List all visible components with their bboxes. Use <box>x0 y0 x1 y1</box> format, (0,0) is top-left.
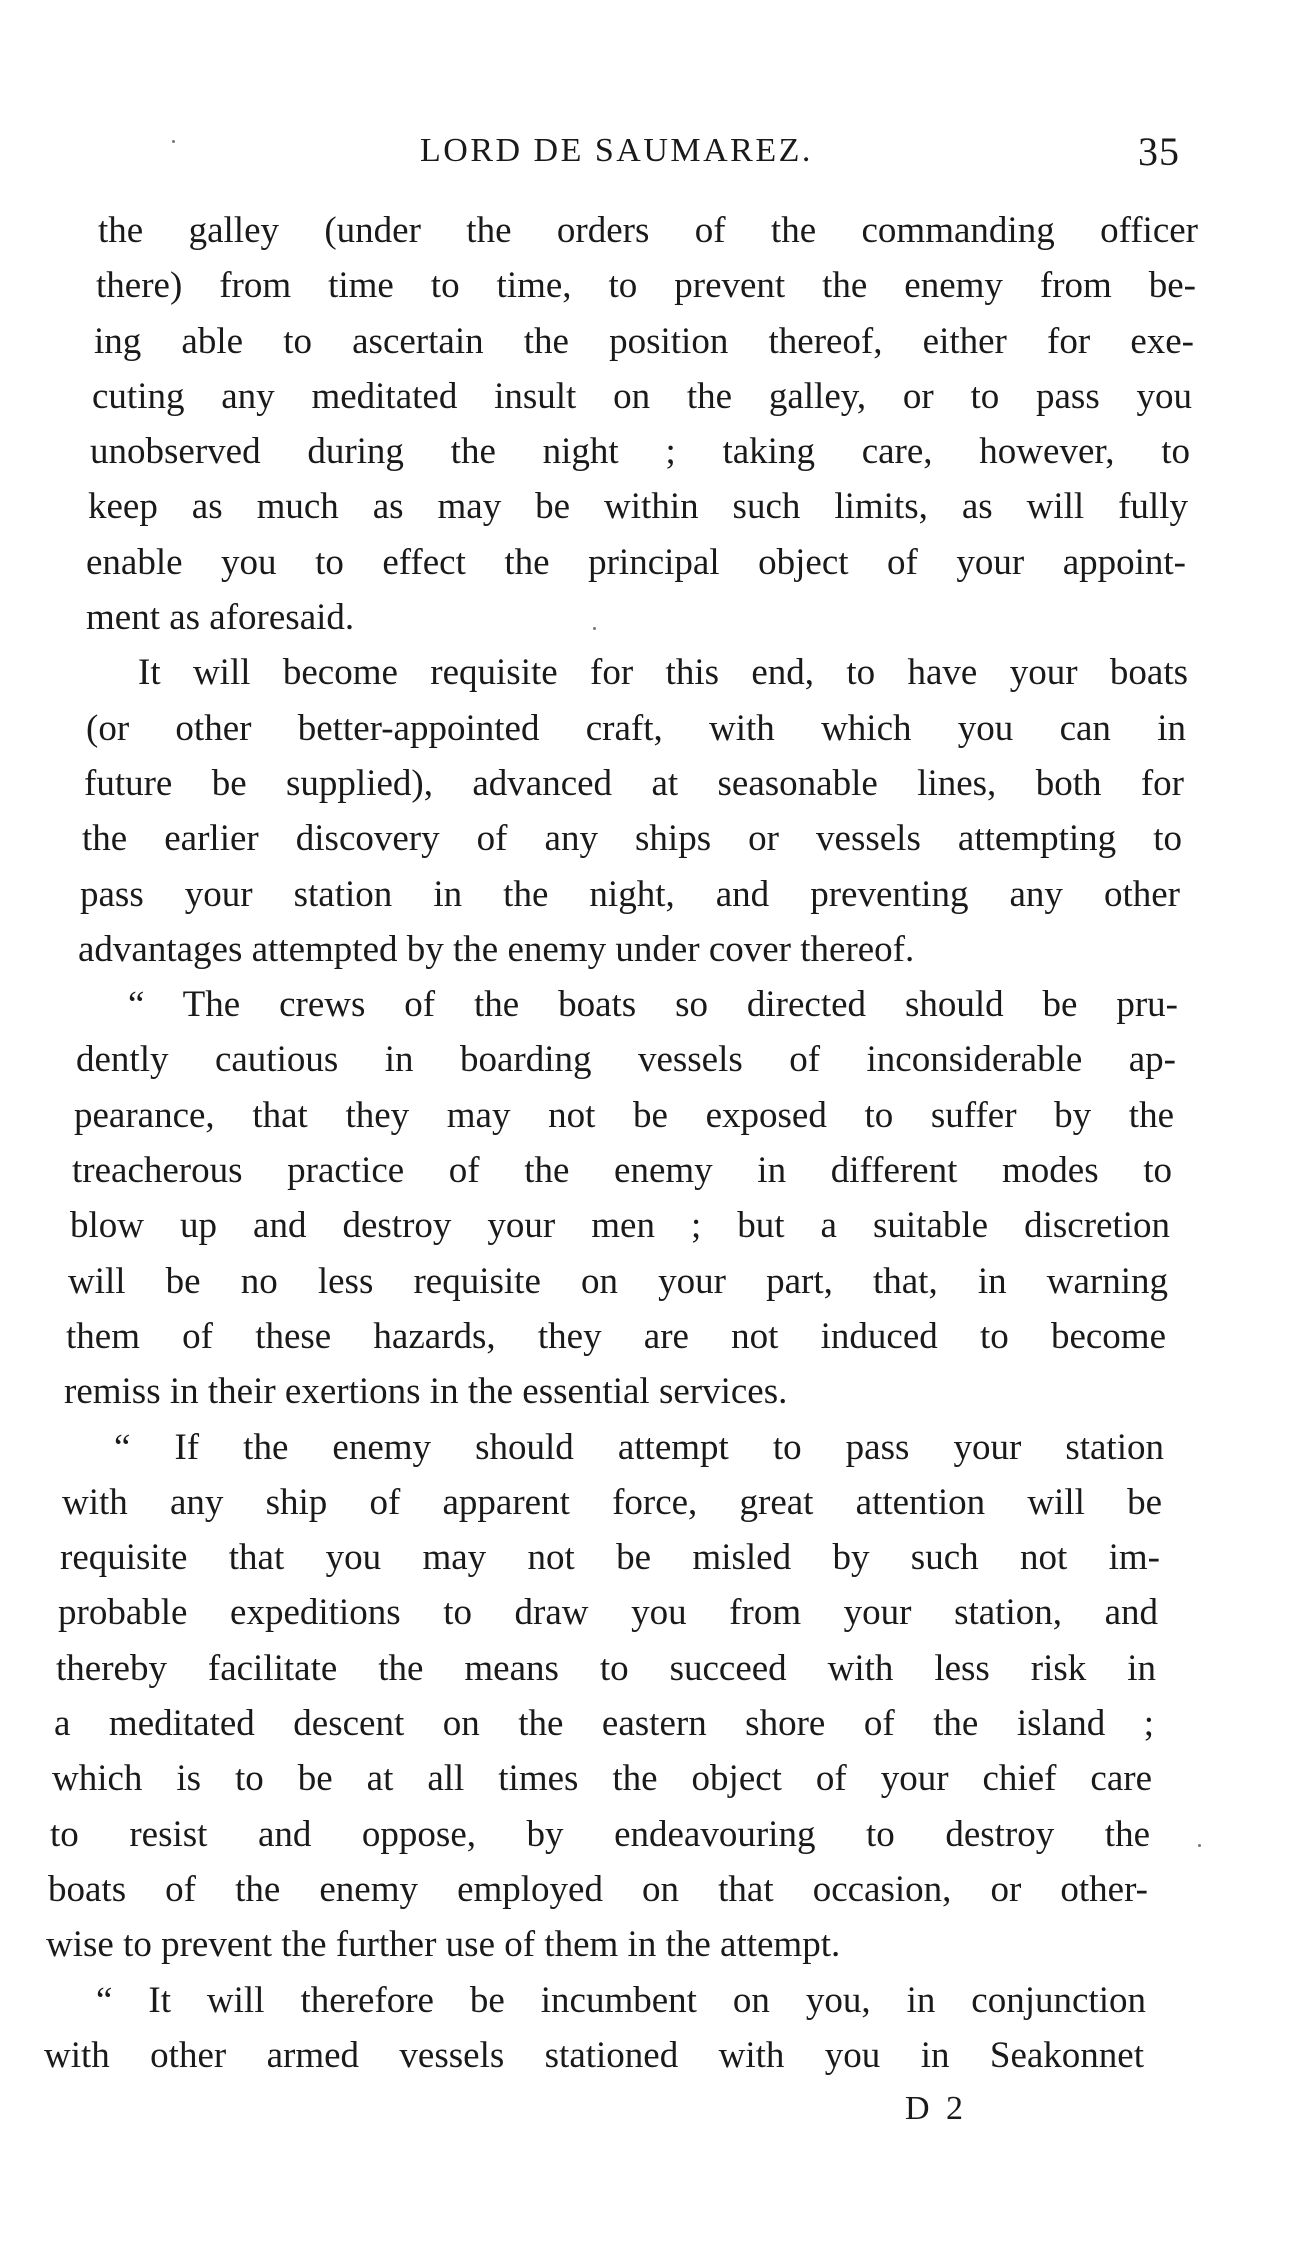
text-line: boats of the enemy employed on that occasion, or other- <box>48 1868 1148 1910</box>
paragraph <box>78 645 1192 977</box>
paper-speck <box>172 140 175 143</box>
text-line: “ It will therefore be incumbent on you, in conjunction <box>96 1979 1146 2021</box>
text-line: wise to prevent the further use of them in the attempt. <box>46 1924 841 1966</box>
text-line: keep as much as may be within such limits, as will fully <box>88 486 1188 528</box>
text-line: “ If the enemy should attempt to pass your station <box>114 1426 1164 1468</box>
text-line: “ The crews of the boats so directed should be pru- <box>128 984 1178 1026</box>
text-line: future be supplied), advanced at seasonable lines, both for <box>84 762 1184 804</box>
text-line: dently cautious in boarding vessels of inconsiderable ap- <box>76 1039 1176 1081</box>
text-line: advantages attempted by the enemy under cover thereof. <box>78 928 915 970</box>
paragraph <box>86 203 1198 645</box>
text-line: thereby facilitate the means to succeed with less risk in <box>56 1647 1156 1689</box>
text-line: will be no less requisite on your part, that, in warning <box>68 1260 1168 1302</box>
text-line: the galley (under the orders of the commanding officer <box>98 210 1198 251</box>
text-line: them of these hazards, they are not induced to become <box>66 1315 1166 1357</box>
text-line: there) from time to time, to prevent the enemy from be- <box>96 265 1196 307</box>
paper-speck <box>593 627 596 630</box>
text-line: pass your station in the night, and preventing any other <box>80 873 1180 915</box>
text-line: the earlier discovery of any ships or vessels attempting to <box>82 818 1182 860</box>
text-line: with other armed vessels stationed with you in Seakonnet <box>44 2034 1144 2076</box>
text-line: probable expeditions to draw you from your station, and <box>58 1592 1158 1634</box>
text-line: cuting any meditated insult on the galley, or to pass you <box>92 375 1192 417</box>
paragraph <box>44 1973 1192 2084</box>
text-line: It will become requisite for this end, to have your boats <box>138 652 1188 694</box>
running-head-title: LORD DE SAUMAREZ. <box>420 132 813 169</box>
text-line: with any ship of apparent force, great attention will be <box>62 1481 1162 1523</box>
text-line: (or other better-appointed craft, with which you can in <box>86 707 1186 749</box>
text-line: blow up and destroy your men ; but a suitable discretion <box>70 1205 1170 1247</box>
text-line: which is to be at all times the object of your chief care <box>52 1758 1152 1800</box>
text-line: enable you to effect the principal object of your appoint- <box>86 541 1186 583</box>
signature-mark: D 2 <box>905 2090 968 2127</box>
paper-speck <box>1198 1844 1201 1847</box>
page-number: 35 <box>1138 129 1180 174</box>
paragraph <box>46 1420 1192 1973</box>
text-line: unobserved during the night ; taking care, however, to <box>90 431 1190 473</box>
text-line: treacherous practice of the enemy in different modes to <box>72 1150 1172 1192</box>
paragraph <box>64 977 1192 1419</box>
text-line: ing able to ascertain the position thereof, either for exe- <box>94 320 1194 362</box>
text-line: a meditated descent on the eastern shore of the island ; <box>54 1703 1154 1745</box>
text-line: to resist and oppose, by endeavouring to destroy the <box>50 1813 1150 1855</box>
running-head <box>120 128 1180 188</box>
text-line: requisite that you may not be misled by such not im- <box>60 1537 1160 1579</box>
text-line: pearance, that they may not be exposed to suffer by the <box>74 1094 1174 1136</box>
body-text <box>44 203 1198 2083</box>
text-line: remiss in their exertions in the essential services. <box>64 1371 788 1413</box>
text-line: ment as aforesaid. <box>86 597 355 639</box>
